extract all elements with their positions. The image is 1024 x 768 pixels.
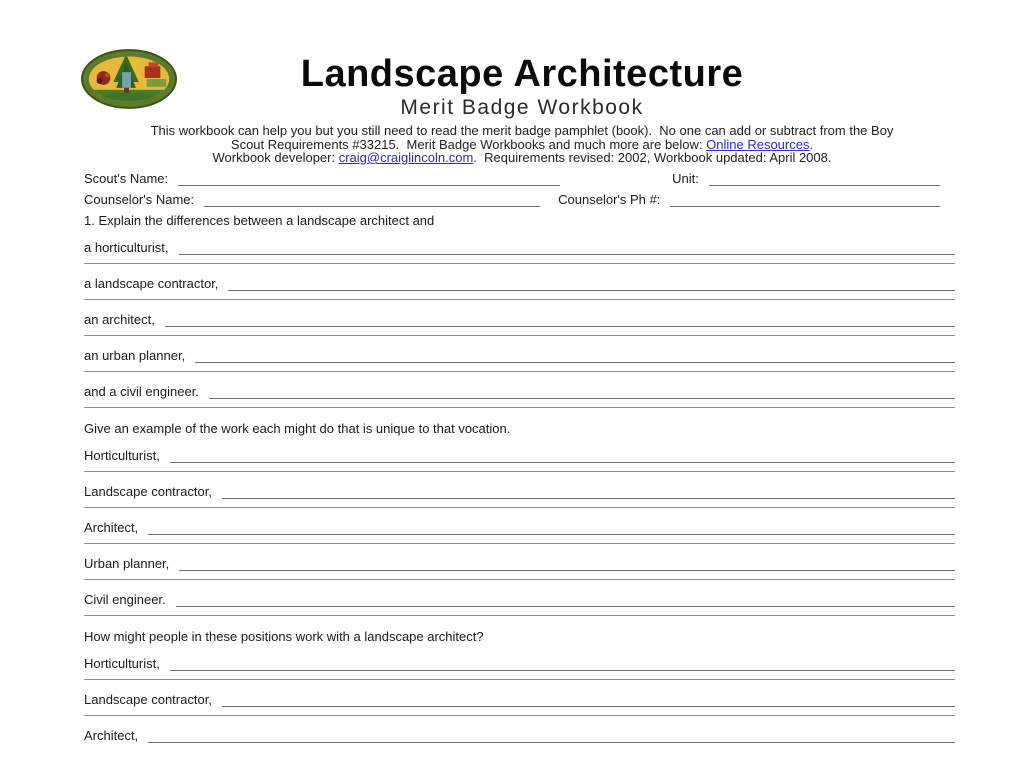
- answer-label: an architect,: [84, 311, 155, 327]
- answer-row: [84, 654, 955, 671]
- answer-label: an urban planner,: [84, 347, 186, 363]
- header: [0, 0, 1024, 119]
- answer-row: [84, 446, 955, 463]
- answer-row: [84, 238, 955, 255]
- question-3-prompt: How might people in these positions work with a landscape architect?: [84, 628, 484, 644]
- answer-line-continued[interactable]: [84, 471, 955, 472]
- intro-paragraph: [60, 124, 984, 165]
- answer-line-continued[interactable]: [84, 715, 955, 716]
- answer-line[interactable]: [209, 384, 955, 399]
- intro-text: Workbook developer:: [212, 150, 339, 165]
- answer-label: Horticulturist,: [84, 655, 160, 671]
- answer-line[interactable]: [148, 520, 955, 535]
- answer-row: [84, 274, 955, 291]
- answer-line-continued[interactable]: [84, 335, 955, 336]
- intro-text: . Requirements revised: 2002, Workbook updated: April 2008.: [473, 150, 832, 165]
- page-title: Landscape Architecture: [300, 53, 744, 95]
- answer-line[interactable]: [179, 240, 955, 255]
- intro-line-1: [60, 124, 984, 138]
- intro-text: This workbook can help you but you still need to read the merit badge pamphlet (book). No one can add or subtract from the Boy: [150, 123, 894, 138]
- answer-label: Landscape contractor,: [84, 691, 212, 707]
- answer-label: a landscape contractor,: [84, 275, 219, 291]
- counselor-name-label: Counselor's Name:: [84, 191, 195, 207]
- answer-line[interactable]: [165, 312, 955, 327]
- answer-row: [84, 726, 955, 743]
- answer-line-continued[interactable]: [84, 507, 955, 508]
- answer-label: Landscape contractor,: [84, 483, 212, 499]
- answer-line[interactable]: [179, 556, 955, 571]
- intro-line-3: [60, 151, 984, 165]
- scout-name-input[interactable]: [178, 171, 560, 186]
- page-subtitle: Merit Badge Workbook: [400, 96, 644, 119]
- answer-label: Civil engineer.: [84, 591, 166, 607]
- answer-label: Architect,: [84, 727, 139, 743]
- answer-label: Architect,: [84, 519, 139, 535]
- answer-line[interactable]: [176, 592, 955, 607]
- unit-label: Unit:: [672, 170, 699, 186]
- intro-text: .: [809, 136, 814, 152]
- answer-row: [84, 382, 955, 399]
- answer-line-continued[interactable]: [84, 263, 955, 264]
- answer-line-continued[interactable]: [84, 579, 955, 580]
- answer-row: [84, 310, 955, 327]
- unit-input[interactable]: [709, 171, 940, 186]
- answer-line[interactable]: [170, 656, 955, 671]
- counselor-row: [84, 190, 940, 207]
- answer-line-continued[interactable]: [84, 543, 955, 544]
- answer-line-continued[interactable]: [84, 679, 955, 680]
- intro-text: Scout Requirements #33215. Merit Badge Workbooks and much more are below:: [230, 136, 707, 152]
- scout-name-row: [84, 169, 940, 186]
- questions-area: [84, 214, 955, 743]
- answer-line-continued[interactable]: [84, 407, 955, 408]
- scout-name-label: Scout's Name:: [84, 170, 169, 186]
- answer-row: [84, 482, 955, 499]
- answer-line-continued[interactable]: [84, 299, 955, 300]
- question-1-prompt: 1. Explain the differences between a landscape architect and: [84, 212, 435, 228]
- counselor-ph-label: Counselor's Ph #:: [558, 191, 661, 207]
- answer-line[interactable]: [222, 692, 955, 707]
- answer-label: Urban planner,: [84, 555, 170, 571]
- answer-line-continued[interactable]: [84, 615, 955, 616]
- answer-label: Horticulturist,: [84, 447, 160, 463]
- question-2-prompt: Give an example of the work each might do that is unique to that vocation.: [84, 420, 511, 436]
- answer-line[interactable]: [222, 484, 955, 499]
- answer-row: [84, 590, 955, 607]
- developer-email-link[interactable]: craig@craiglincoln.com: [338, 150, 474, 165]
- answer-line[interactable]: [195, 348, 955, 363]
- answer-row: [84, 346, 955, 363]
- answer-line[interactable]: [148, 728, 955, 743]
- answer-label: a horticulturist,: [84, 239, 169, 255]
- answer-line-continued[interactable]: [84, 371, 955, 372]
- answer-row: [84, 554, 955, 571]
- answer-row: [84, 690, 955, 707]
- answer-line[interactable]: [228, 276, 955, 291]
- answer-line[interactable]: [170, 448, 955, 463]
- answer-row: [84, 518, 955, 535]
- counselor-ph-input[interactable]: [670, 192, 940, 207]
- answer-label: and a civil engineer.: [84, 383, 199, 399]
- merit-badge-logo-icon: [80, 48, 178, 110]
- counselor-name-input[interactable]: [204, 192, 540, 207]
- intro-line-2: [60, 138, 984, 152]
- online-resources-link[interactable]: Online Resources: [706, 136, 810, 152]
